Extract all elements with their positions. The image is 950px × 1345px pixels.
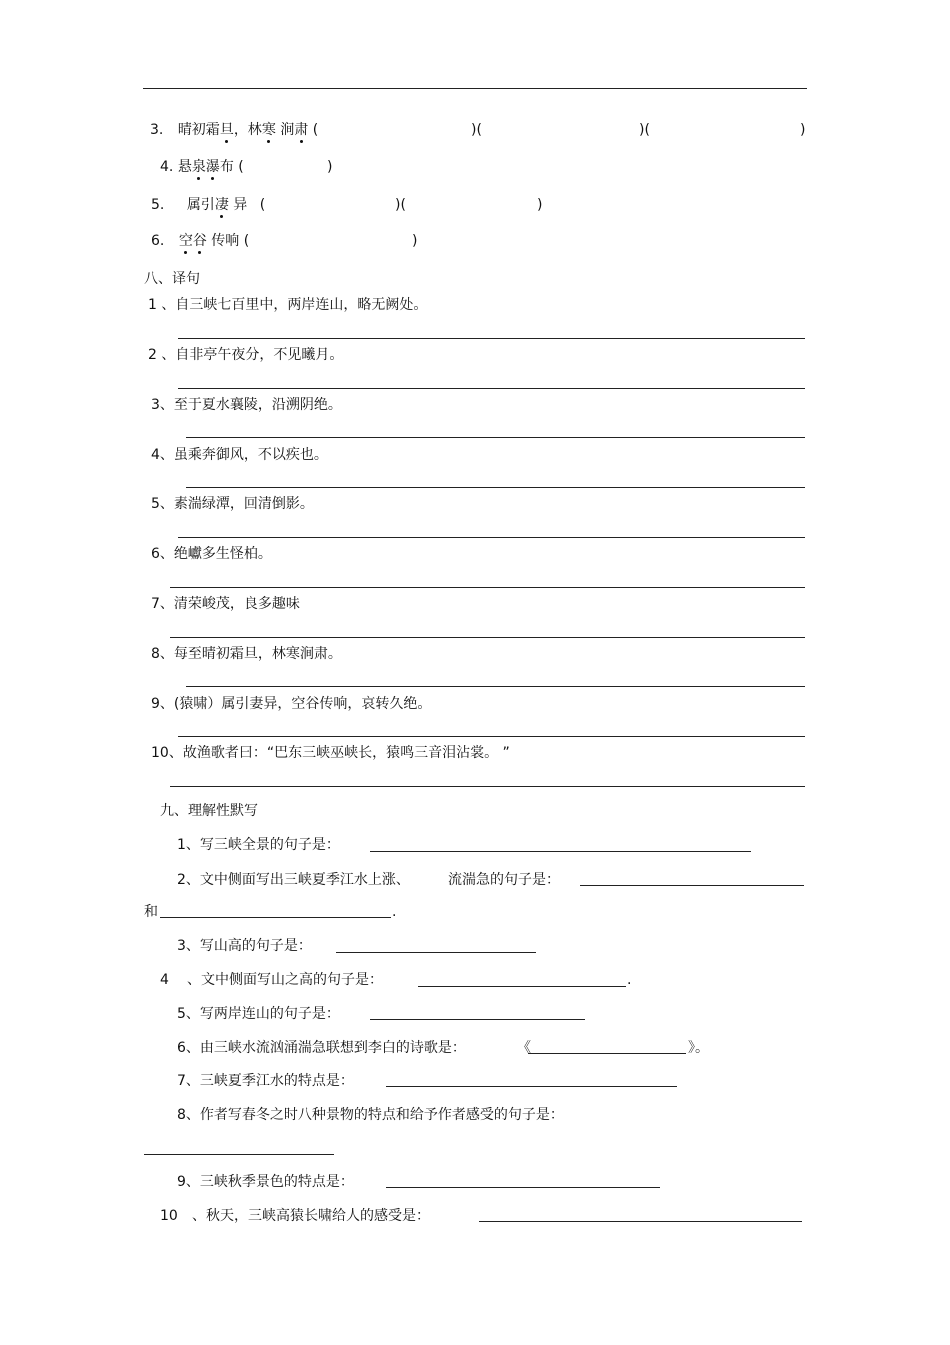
fill-question-10: 、秋天，三峡高猿长啸给人的感受是： — [192, 1208, 430, 1224]
paren: ( — [259, 197, 266, 213]
answer-line-10 — [170, 786, 805, 787]
fill-blank-2b[interactable] — [160, 917, 391, 918]
fill-blank-7[interactable] — [386, 1086, 677, 1087]
fill-blank-10[interactable] — [479, 1221, 802, 1222]
vocab-num: 3. — [150, 122, 164, 138]
vocab-text: 空谷 传响 — [178, 233, 240, 249]
paren: )( — [639, 122, 650, 138]
paren: ( — [312, 122, 319, 138]
answer-line-1 — [178, 338, 805, 339]
translate-item-3: 3、至于夏水襄陵，沿溯阴绝。 — [151, 397, 342, 413]
fill-question-3: 3、写山高的句子是： — [177, 938, 312, 954]
answer-line-4 — [186, 487, 805, 488]
answer-line-2 — [178, 388, 805, 389]
book-title-close: 》。 — [688, 1040, 709, 1056]
vocab-num: 6. — [151, 233, 165, 249]
header-rule — [143, 88, 807, 89]
book-title-open: 《 — [517, 1040, 531, 1056]
translate-item-10: 10、故渔歌者曰：“巴东三峡巫峡长，猿鸣三音泪沾裳。 ” — [151, 745, 510, 761]
fill-question-5: 5、写两岸连山的句子是： — [177, 1006, 340, 1022]
paren: ) — [327, 159, 333, 175]
answer-line-6 — [170, 587, 805, 588]
vocab-line-3 — [150, 121, 318, 139]
answer-line-8 — [186, 686, 805, 687]
vocab-text: 悬泉瀑布 — [177, 159, 234, 175]
translate-item-1: 1 、自三峡七百里中，两岸连山，略无阙处。 — [148, 297, 428, 313]
fill-question-6: 6、由三峡水流汹涌湍急联想到李白的诗歌是： — [177, 1040, 466, 1056]
fill-question-2b: 流湍急的句子是： — [448, 872, 560, 888]
period: . — [627, 972, 632, 988]
section9-heading: 九、理解性默写 — [160, 803, 258, 819]
fill-blank-6[interactable] — [528, 1053, 686, 1054]
translate-item-5: 5、素湍绿潭，回清倒影。 — [151, 496, 314, 512]
period: . — [392, 904, 397, 920]
vocab-text: 晴初霜旦，林寒 涧肃 — [177, 122, 309, 138]
vocab-line-6 — [151, 232, 249, 250]
paren: ) — [800, 122, 806, 138]
fill-question-9: 9、三峡秋季景色的特点是： — [177, 1174, 354, 1190]
translate-item-7: 7、清荣峻茂，良多趣味 — [151, 596, 300, 612]
paren: )( — [471, 122, 482, 138]
translate-item-8: 8、每至晴初霜旦，林寒涧肃。 — [151, 646, 342, 662]
paren: )( — [395, 197, 406, 213]
fill-question-10-num: 10 — [160, 1208, 178, 1224]
translate-item-6: 6、绝巘多生怪柏。 — [151, 546, 272, 562]
fill-question-7: 7、三峡夏季江水的特点是： — [177, 1073, 354, 1089]
answer-line-3 — [186, 437, 805, 438]
paren: ( — [238, 159, 244, 175]
fill-blank-9[interactable] — [386, 1187, 660, 1188]
answer-line-5 — [178, 537, 805, 538]
fill-blank-3[interactable] — [336, 952, 536, 953]
fill-blank-5[interactable] — [370, 1019, 585, 1020]
answer-line-9 — [178, 736, 805, 737]
answer-line-7 — [170, 637, 805, 638]
vocab-num: 4. — [160, 159, 174, 175]
vocab-text: 属引凄 异 — [186, 197, 248, 213]
translate-item-9: 9、(猿啸）属引妻异，空谷传响，哀转久绝。 — [151, 696, 432, 712]
fill-question-1: 1、写三峡全景的句子是： — [177, 837, 340, 853]
fill-question-2a: 2、文中侧面写出三峡夏季江水上涨、 — [177, 872, 410, 888]
fill-question-8: 8、作者写春冬之时八种景物的特点和给予作者感受的句子是： — [177, 1107, 564, 1123]
fill-blank-2a[interactable] — [580, 885, 804, 886]
fill-question-2c: 和 — [144, 904, 158, 920]
paren: ) — [412, 233, 418, 249]
vocab-num: 5. — [151, 197, 165, 213]
translate-item-4: 4、虽乘奔御风，不以疾也。 — [151, 447, 328, 463]
fill-blank-8[interactable] — [144, 1154, 334, 1155]
fill-question-4: 、文中侧面写山之高的句子是： — [187, 972, 383, 988]
fill-blank-4[interactable] — [418, 986, 626, 987]
vocab-line-5 — [151, 196, 265, 214]
vocab-line-4 — [160, 158, 244, 176]
translate-item-2: 2 、自非亭午夜分，不见曦月。 — [148, 347, 344, 363]
paren: ( — [243, 233, 250, 249]
fill-blank-1[interactable] — [370, 851, 751, 852]
paren: ) — [537, 197, 543, 213]
section8-heading: 八、译句 — [144, 271, 200, 287]
fill-question-4-num: 4 — [160, 972, 169, 988]
